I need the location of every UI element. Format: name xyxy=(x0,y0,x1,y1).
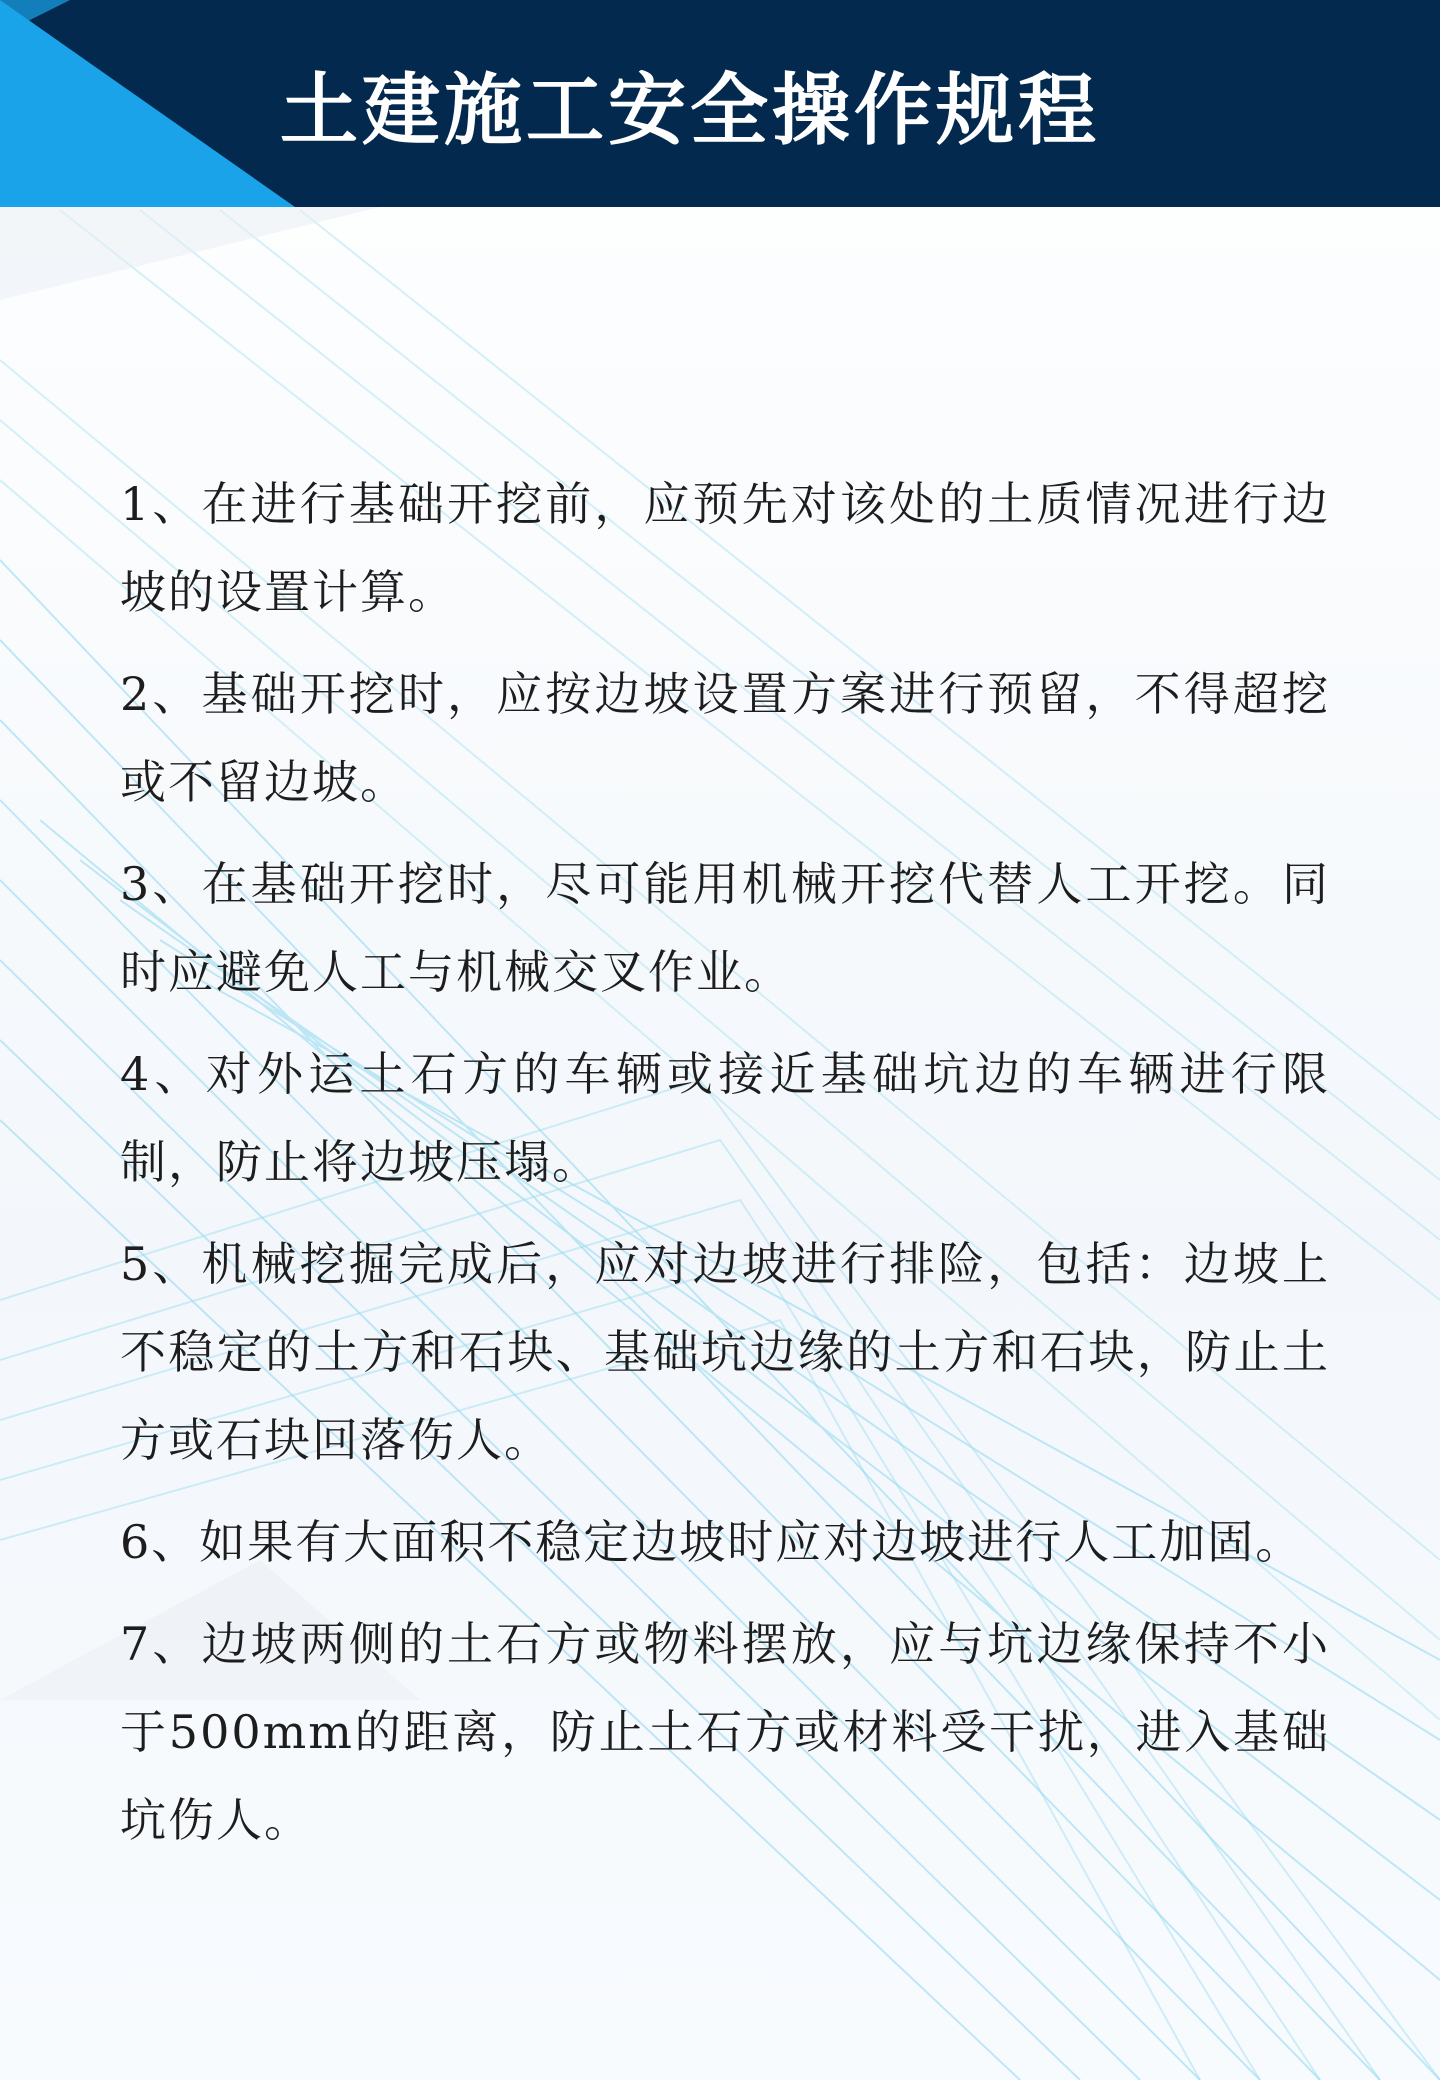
header-banner xyxy=(0,0,1440,207)
rule-item-4: 4、对外运土石方的车辆或接近基础坑边的车辆进行限制，防止将边坡压塌。 xyxy=(120,1047,1330,1189)
rule-item-6: 6、如果有大面积不稳定边坡时应对边坡进行人工加固。 xyxy=(120,1515,1304,1569)
rule-item-2: 2、基础开挖时，应按边坡设置方案进行预留，不得超挖或不留边坡。 xyxy=(120,667,1330,809)
rule-item-5: 5、机械挖掘完成后，应对边坡进行排险，包括：边坡上不稳定的土方和石块、基础坑边缘的土方和石块，防止土方或石块回落伤人。 xyxy=(120,1237,1330,1467)
rules-list xyxy=(120,460,1330,1878)
rule-item-3: 3、在基础开挖时，尽可能用机械开挖代替人工开挖。同时应避免人工与机械交叉作业。 xyxy=(120,857,1330,999)
rule-item-7: 7、边坡两侧的土石方或物料摆放，应与坑边缘保持不小于500mm的距离，防止土石方或材料受干扰，进入基础坑伤人。 xyxy=(120,1617,1330,1847)
page-title: 土建施工安全操作规程 xyxy=(279,64,1100,156)
rule-item-1: 1、在进行基础开挖前，应预先对该处的土质情况进行边坡的设置计算。 xyxy=(120,477,1330,619)
